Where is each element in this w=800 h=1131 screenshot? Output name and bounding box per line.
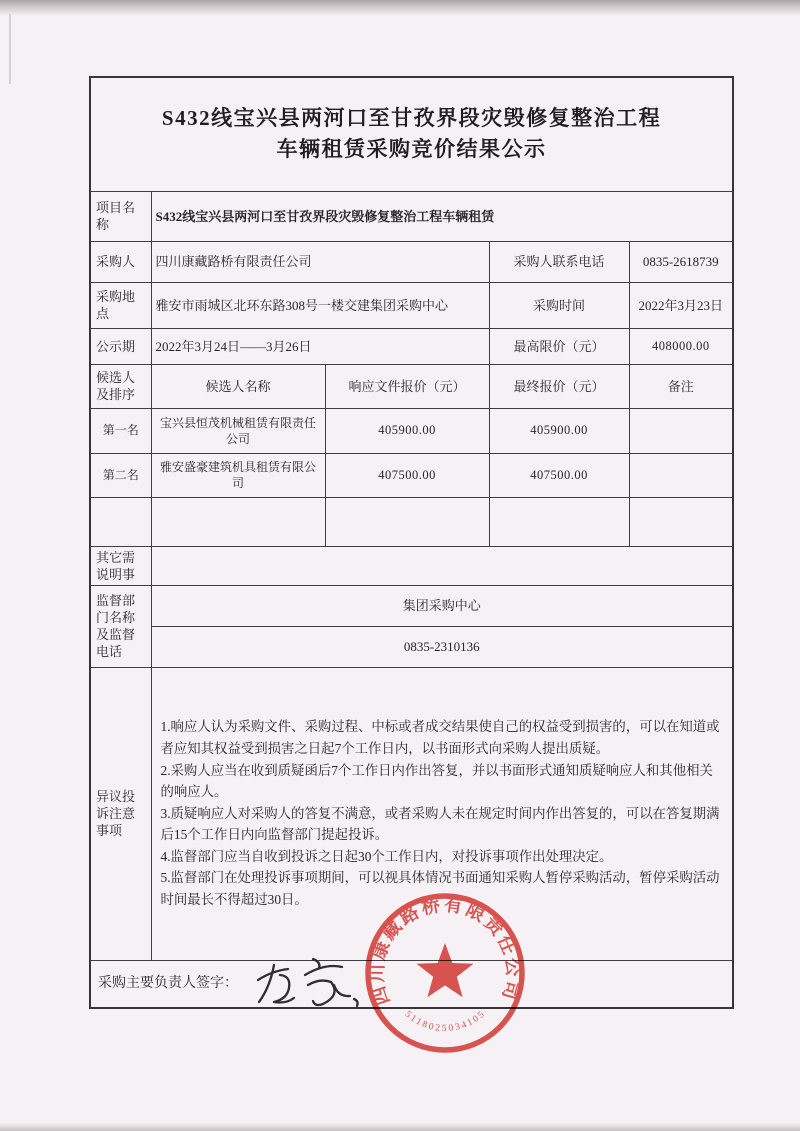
candidate-2-rank: 第二名 (90, 453, 151, 497)
purchaser-value: 四川康藏路桥有限责任公司 (151, 241, 489, 282)
candidate-2-name: 雅安盛豪建筑机具租赁有限公司 (151, 453, 325, 497)
handwritten-signature (250, 953, 378, 1011)
candidate-2-doc-price: 407500.00 (325, 453, 489, 497)
candidate-2-final-price: 407500.00 (489, 453, 629, 497)
col-name-header: 候选人名称 (151, 364, 325, 408)
purchaser-phone-label: 采购人联系电话 (489, 241, 629, 282)
purchaser-row (90, 241, 733, 282)
purchase-time-label: 采购时间 (489, 282, 629, 328)
location-row (90, 282, 733, 328)
other-notes-value (151, 546, 733, 585)
title-line-1: S432线宝兴县两河口至甘孜界段灾毁修复整治工程 (161, 106, 662, 131)
objection-item-5: 5.监督部门在处理投诉事项期间，可以视具体情况书面通知采购人暂停采购活动，暂停采购活动时间最长不得超过30日。 (160, 870, 720, 908)
candidate-3-note (629, 497, 733, 546)
scan-top-edge (0, 0, 800, 16)
project-name-value: S432线宝兴县两河口至甘孜界段灾毁修复整治工程车辆租赁 (151, 191, 733, 241)
candidate-row-2 (90, 453, 733, 497)
candidates-header-row (90, 364, 733, 408)
objection-label: 异议投诉注意事项 (90, 667, 151, 960)
other-notes-row (90, 546, 733, 585)
title-row (90, 77, 733, 191)
supervision-row-2 (90, 626, 733, 667)
title-line-2: 车辆租赁采购竞价结果公示 (276, 137, 547, 162)
project-name-label: 项目名称 (90, 191, 151, 241)
max-price-value: 408000.00 (629, 328, 733, 364)
candidate-1-name: 宝兴县恒茂机械租赁有限责任公司 (151, 408, 325, 453)
supervision-department: 集团采购中心 (151, 585, 733, 626)
publicity-value: 2022年3月24日——3月26日 (151, 328, 489, 364)
scan-bottom-edge (0, 1123, 800, 1131)
purchase-time-value: 2022年3月23日 (629, 282, 733, 328)
col-rank-header: 候选人及排序 (90, 364, 151, 408)
objection-item-3: 3.质疑响应人对采购人的答复不满意，或者采购人未在规定时间内作出答复的，可以在答复期满后15个工作日内向监督部门提起投诉。 (160, 805, 720, 843)
publicity-label: 公示期 (90, 328, 151, 364)
candidate-3-final-price (489, 497, 629, 546)
company-seal (360, 888, 530, 1058)
candidate-3-rank (90, 497, 151, 546)
scan-left-edge (9, 14, 11, 84)
supervision-label: 监督部门名称及监督电话 (90, 585, 151, 667)
seal-company-text: 四川康藏路桥有限责任公司 (367, 895, 523, 1008)
candidate-3-name (151, 497, 325, 546)
seal-number-text: 5118025034105 (402, 1008, 489, 1035)
candidate-row-3-empty (90, 497, 733, 546)
candidate-row-1 (90, 408, 733, 453)
col-final-price-header: 最终报价（元） (489, 364, 629, 408)
location-label: 采购地点 (90, 282, 151, 328)
seal-star-icon (417, 943, 474, 997)
candidate-1-final-price: 405900.00 (489, 408, 629, 453)
max-price-label: 最高限价（元） (489, 328, 629, 364)
svg-text:5118025034105 (403, 1009, 489, 1034)
project-name-row (90, 191, 733, 241)
objection-item-4: 4.监督部门应当自收到投诉之日起30个工作日内，对投诉事项作出处理决定。 (160, 848, 613, 864)
objection-item-1: 1.响应人认为采购文件、采购过程、中标或者成交结果使自己的权益受到损害的，可以在知道或者应知其权益受到损害之日起7个工作日内，以书面形式向采购人提出质疑。 (160, 719, 720, 756)
document-title (90, 77, 733, 191)
signature-label: 采购主要负责人签字： (90, 960, 733, 1008)
location-value: 雅安市雨城区北环东路308号一楼交建集团采购中心 (151, 282, 489, 328)
candidate-1-doc-price: 405900.00 (325, 408, 489, 453)
purchaser-phone-value: 0835-2618739 (629, 241, 733, 282)
candidate-1-rank: 第一名 (90, 408, 151, 453)
objection-item-2: 2.采购人应当在收到质疑函后7个工作日内作出答复，并以书面形式通知质疑响应人和其他相关的响应人。 (160, 762, 713, 800)
publicity-row (90, 328, 733, 364)
announcement-table (89, 76, 734, 1009)
other-notes-label: 其它需说明事 (90, 546, 151, 585)
supervision-row-1 (90, 585, 733, 626)
candidate-2-note (629, 453, 733, 497)
supervision-phone: 0835-2310136 (151, 626, 733, 667)
candidate-1-note (629, 408, 733, 453)
purchaser-label: 采购人 (90, 241, 151, 282)
col-doc-price-header: 响应文件报价（元） (325, 364, 489, 408)
candidate-3-doc-price (325, 497, 489, 546)
col-note-header: 备注 (629, 364, 733, 408)
